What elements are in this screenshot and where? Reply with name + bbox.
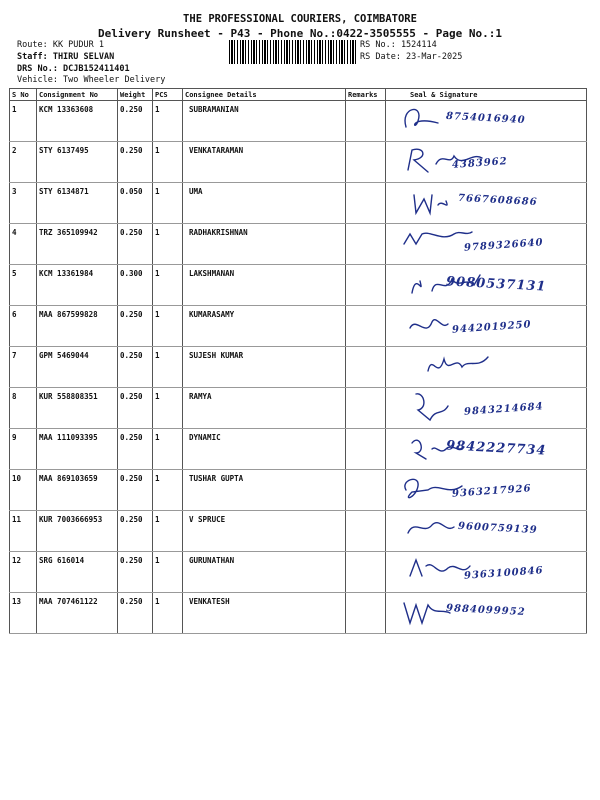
row-weight: 0.250	[118, 101, 153, 142]
col-seal-signature: Seal & Signature	[386, 89, 587, 101]
row-sno: 4	[10, 224, 37, 265]
row-seal-signature	[386, 470, 587, 511]
row-seal-signature	[386, 101, 587, 142]
row-consignment-no: MAA 707461122	[37, 593, 118, 634]
col-sno: S No	[10, 89, 37, 101]
row-consignment-no: STY 6134871	[37, 183, 118, 224]
row-sno: 13	[10, 593, 37, 634]
row-sno: 1	[10, 101, 37, 142]
row-consignee: GURUNATHAN	[183, 552, 346, 593]
handwritten-phone: 7667608686	[457, 192, 538, 209]
handwritten-phone: 9843214684	[463, 401, 544, 418]
drs-number: DRS No.: DCJB152411401	[17, 64, 130, 74]
row-remarks	[346, 388, 386, 429]
row-seal-signature	[386, 265, 587, 306]
row-sno: 6	[10, 306, 37, 347]
row-weight: 0.300	[118, 265, 153, 306]
row-consignment-no: KCM 13363608	[37, 101, 118, 142]
row-consignment-no: MAA 111093395	[37, 429, 118, 470]
col-pcs: PCS	[153, 89, 183, 101]
row-consignee: V SPRUCE	[183, 511, 346, 552]
row-consignee: VENKATARAMAN	[183, 142, 346, 183]
row-sno: 3	[10, 183, 37, 224]
handwritten-phone: 9363217926	[451, 483, 532, 500]
row-remarks	[346, 306, 386, 347]
row-pcs: 1	[153, 306, 183, 347]
row-consignee: UMA	[183, 183, 346, 224]
table-header-row	[10, 89, 587, 101]
row-pcs: 1	[153, 511, 183, 552]
table-row	[10, 470, 587, 511]
col-weight: Weight	[118, 89, 153, 101]
row-remarks	[346, 347, 386, 388]
barcode	[229, 40, 356, 64]
row-seal-signature	[386, 388, 587, 429]
row-pcs: 1	[153, 183, 183, 224]
row-consignment-no: SRG 616014	[37, 552, 118, 593]
row-sno: 5	[10, 265, 37, 306]
row-pcs: 1	[153, 224, 183, 265]
row-consignee: KUMARASAMY	[183, 306, 346, 347]
row-consignee: SUBRAMANIAN	[183, 101, 346, 142]
row-remarks	[346, 142, 386, 183]
row-seal-signature	[386, 511, 587, 552]
row-consignment-no: KCM 13361984	[37, 265, 118, 306]
row-consignment-no: MAA 869103659	[37, 470, 118, 511]
row-seal-signature	[386, 183, 587, 224]
row-remarks	[346, 224, 386, 265]
row-consignee: TUSHAR GUPTA	[183, 470, 346, 511]
row-pcs: 1	[153, 429, 183, 470]
row-weight: 0.050	[118, 183, 153, 224]
runsheet-title: Delivery Runsheet - P43 - Phone No.:0422-3505555 - Page No.:1	[98, 27, 502, 40]
runsheet-table	[9, 88, 587, 634]
row-seal-signature	[386, 142, 587, 183]
row-remarks	[346, 552, 386, 593]
vehicle-label: Vehicle: Two Wheeler Delivery	[17, 75, 166, 85]
row-consignment-no: TRZ 365109942	[37, 224, 118, 265]
row-seal-signature	[386, 306, 587, 347]
handwritten-phone: 8754016940	[445, 110, 526, 127]
table-row	[10, 183, 587, 224]
row-weight: 0.250	[118, 552, 153, 593]
col-remarks: Remarks	[346, 89, 386, 101]
table-row	[10, 101, 587, 142]
row-seal-signature	[386, 429, 587, 470]
row-seal-signature	[386, 347, 587, 388]
handwritten-phone: 9789326640	[463, 237, 544, 254]
table-row	[10, 265, 587, 306]
handwritten-phone: 9842227734	[445, 438, 547, 459]
row-weight: 0.250	[118, 429, 153, 470]
row-sno: 10	[10, 470, 37, 511]
row-pcs: 1	[153, 347, 183, 388]
route-label: Route: KK PUDUR 1	[17, 40, 104, 50]
row-weight: 0.250	[118, 306, 153, 347]
row-consignment-no: KUR 558808351	[37, 388, 118, 429]
row-weight: 0.250	[118, 511, 153, 552]
row-consignment-no: KUR 7003666953	[37, 511, 118, 552]
row-sno: 8	[10, 388, 37, 429]
table-row	[10, 347, 587, 388]
rs-number: RS No.: 1524114	[360, 40, 437, 50]
handwritten-phone: 9600759139	[457, 520, 538, 537]
row-pcs: 1	[153, 101, 183, 142]
row-weight: 0.250	[118, 142, 153, 183]
col-consignment: Consignment No	[37, 89, 118, 101]
col-consignee: Consignee Details	[183, 89, 346, 101]
row-sno: 9	[10, 429, 37, 470]
row-sno: 12	[10, 552, 37, 593]
row-consignee: VENKATESH	[183, 593, 346, 634]
row-seal-signature	[386, 224, 587, 265]
row-weight: 0.250	[118, 224, 153, 265]
handwritten-phone: 9442019250	[451, 319, 532, 336]
table-row	[10, 224, 587, 265]
handwritten-signature	[386, 347, 586, 387]
row-remarks	[346, 101, 386, 142]
table-row	[10, 593, 587, 634]
row-pcs: 1	[153, 142, 183, 183]
row-weight: 0.250	[118, 388, 153, 429]
table-body	[10, 101, 587, 634]
row-weight: 0.250	[118, 593, 153, 634]
row-weight: 0.250	[118, 470, 153, 511]
row-pcs: 1	[153, 265, 183, 306]
row-consignee: LAKSHMANAN	[183, 265, 346, 306]
row-remarks	[346, 429, 386, 470]
row-pcs: 1	[153, 593, 183, 634]
row-pcs: 1	[153, 470, 183, 511]
row-consignment-no: MAA 867599828	[37, 306, 118, 347]
table-row	[10, 306, 587, 347]
row-consignee: SUJESH KUMAR	[183, 347, 346, 388]
row-consignee: RAMYA	[183, 388, 346, 429]
row-consignment-no: GPM 5469044	[37, 347, 118, 388]
row-consignee: DYNAMIC	[183, 429, 346, 470]
row-sno: 7	[10, 347, 37, 388]
table-row	[10, 429, 587, 470]
row-seal-signature	[386, 552, 587, 593]
row-pcs: 1	[153, 388, 183, 429]
row-remarks	[346, 511, 386, 552]
row-sno: 11	[10, 511, 37, 552]
rs-date: RS Date: 23-Mar-2025	[360, 52, 463, 62]
row-remarks	[346, 470, 386, 511]
table-row	[10, 388, 587, 429]
handwritten-phone: 9080537131	[445, 274, 547, 295]
handwritten-phone: 9884099952	[445, 602, 526, 619]
table-row	[10, 552, 587, 593]
row-remarks	[346, 593, 386, 634]
row-pcs: 1	[153, 552, 183, 593]
table-row	[10, 142, 587, 183]
row-consignee: RADHAKRISHNAN	[183, 224, 346, 265]
row-sno: 2	[10, 142, 37, 183]
row-weight: 0.250	[118, 347, 153, 388]
row-seal-signature	[386, 593, 587, 634]
row-remarks	[346, 183, 386, 224]
handwritten-phone: 4383962	[451, 156, 509, 171]
row-remarks	[346, 265, 386, 306]
company-title: THE PROFESSIONAL COURIERS, COIMBATORE	[183, 13, 417, 25]
staff-label: Staff: THIRU SELVAN	[17, 52, 115, 62]
row-consignment-no: STY 6137495	[37, 142, 118, 183]
handwritten-phone: 9363100846	[463, 565, 544, 582]
table-row	[10, 511, 587, 552]
